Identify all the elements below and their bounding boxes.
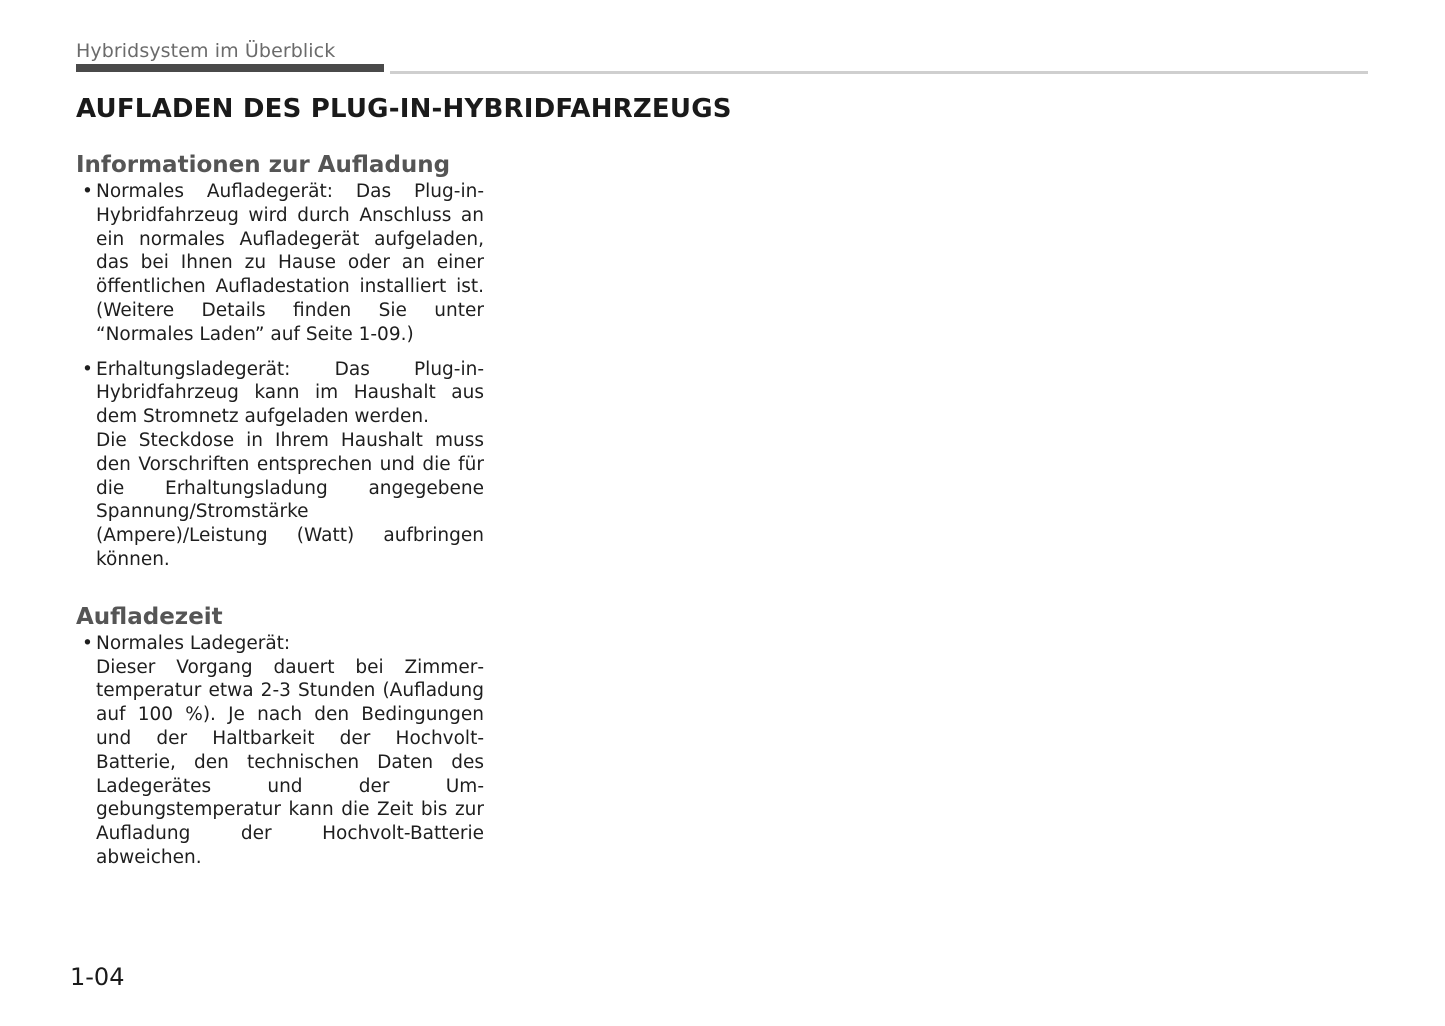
page-title: AUFLADEN DES PLUG-IN-HYBRIDFAHRZEUGS [76, 94, 732, 124]
list-item-text: • Normales Aufladegerät: Das Plug-in-Hybridfahrzeug wird durch Anschluss an ein normales Aufladegerät aufgeladen, das bei Ihnen zu Hause oder an einer öffentlichen Aufladestation installiert ist. (Weitere Details finden Sie unter “Normales Laden” auf Seite 1-09.) [96, 181, 484, 345]
charging-info-list [76, 180, 484, 572]
list-item [76, 180, 484, 347]
section-heading-charging-time: Aufladezeit [76, 603, 223, 630]
list-item-text: • Erhaltungsladegerät: Das Plug-in-Hybridfahrzeug kann im Haushalt aus dem Stromnetz aufgeladen werden. [96, 358, 484, 428]
charging-time-list [76, 632, 484, 870]
header-section-label: Hybridsystem im Überblick [76, 40, 336, 62]
section-heading-charging-info: Informationen zur Aufladung [76, 152, 451, 178]
page-number: 1-04 [70, 963, 125, 991]
header-rule-dark [76, 64, 384, 72]
list-item [76, 632, 484, 870]
list-item [76, 358, 484, 572]
list-item-text: Dieser Vorgang dauert bei Zimmertemperatur etwa 2-3 Stunden (Aufladung auf 100 %). Je nach den Bedingungen und der Haltbarkeit der Hochvolt-Batterie, den technischen Daten des Ladegerätes und der Umgebungstemperatur kann die Zeit bis zur Aufladung der Hochvolt-Batterie abweichen. [96, 656, 484, 868]
list-item-text: Die Steckdose in Ihrem Haushalt muss den Vorschriften entsprechen und die für die Erhaltungsladung angegebene Spannung/Stromstärke (Ampere)/Leistung (Watt) aufbringen können. [96, 429, 484, 570]
content-column [76, 150, 484, 870]
list-item-text: • Normales Ladegerät: [96, 632, 291, 654]
header-rule-light [390, 71, 1368, 74]
section-spacer [76, 572, 484, 602]
